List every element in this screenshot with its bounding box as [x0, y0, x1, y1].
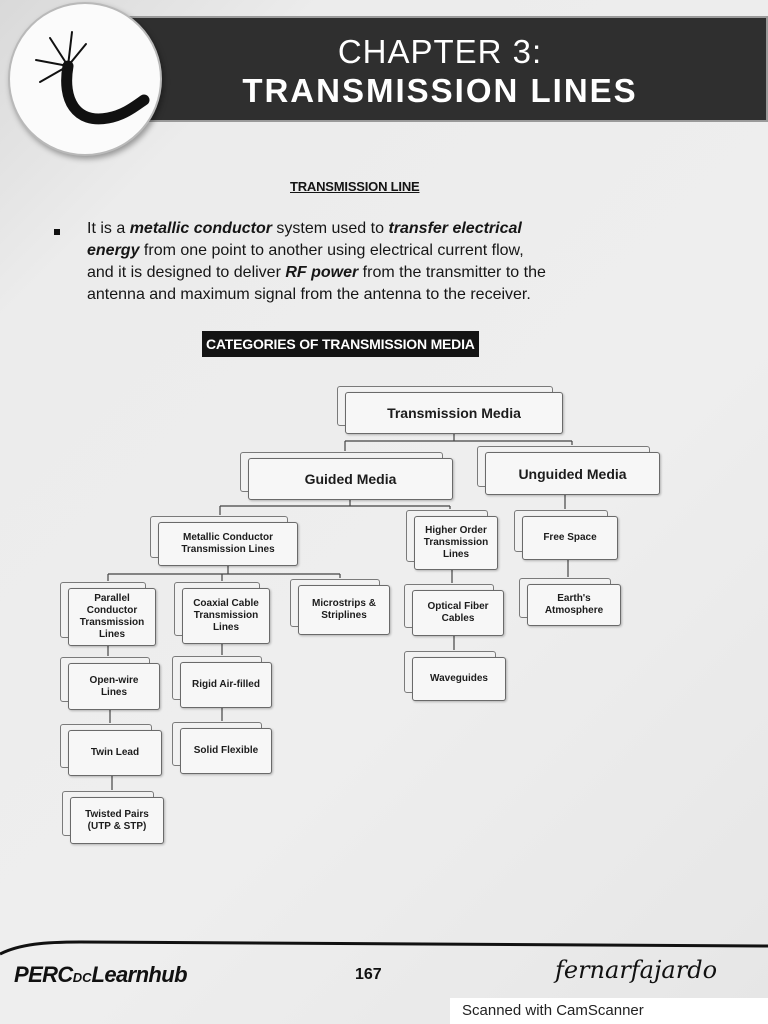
text-segment: system used to [271, 220, 389, 237]
text-segment: from one point to another using electrical current flow, [139, 242, 524, 259]
node-solid-flexible [180, 728, 272, 774]
emphasis-text: RF power [285, 264, 359, 281]
section-heading: TRANSMISSION LINE [290, 179, 420, 194]
node-label: Twin Lead [90, 747, 140, 758]
categories-heading: CATEGORIES OF TRANSMISSION MEDIA [202, 331, 479, 357]
scanner-watermark [450, 998, 768, 1024]
chapter-number: CHAPTER 3: [337, 33, 543, 70]
node-label: Open-wire Lines [89, 674, 139, 698]
node-label: Higher Order Transmission Lines [423, 525, 489, 560]
node-optical-fiber [412, 590, 504, 636]
node-label: Metallic Conductor Transmission Lines [181, 532, 275, 555]
node-free-space [522, 516, 618, 560]
node-guided-media [248, 458, 453, 500]
author-signature: fernarfajardo [555, 956, 718, 984]
text-segment: and it is designed to deliver [87, 264, 286, 281]
node-label: Optical Fiber Cables [427, 601, 489, 624]
node-rigid-air-filled [180, 662, 272, 708]
node-coaxial-cable [182, 588, 270, 644]
text-segment: antenna and maximum signal from the antenna to the receiver. [87, 286, 531, 303]
node-waveguides [412, 657, 506, 701]
emphasis-text: transfer electrical [388, 220, 522, 237]
node-label: Solid Flexible [193, 745, 259, 756]
node-label: Coaxial Cable Transmission Lines [193, 598, 259, 633]
brand-tail: Learnhub [91, 962, 187, 987]
text-segment: It is a [87, 220, 130, 237]
emphasis-text: energy [87, 242, 140, 259]
node-label: Free Space [543, 532, 597, 543]
node-twin-lead [68, 730, 162, 776]
node-label: Earth's Atmosphere [544, 593, 604, 616]
brand-small: DC [72, 970, 92, 985]
chapter-title: TRANSMISSION LINES [242, 72, 638, 109]
node-label: Guided Media [304, 471, 397, 487]
node-metallic-conductor [158, 522, 298, 566]
node-label: Microstrips & Striplines [312, 598, 376, 621]
node-twisted-pairs [70, 797, 164, 844]
node-label: Twisted Pairs (UTP & STP) [85, 808, 149, 832]
node-parallel-conductor [68, 588, 156, 646]
text-segment: from the transmitter to the [358, 264, 546, 281]
node-transmission-media [345, 392, 563, 434]
brand-main: PERC [14, 962, 73, 987]
publisher-brand [14, 962, 187, 988]
emphasis-text: metallic conductor [129, 220, 272, 237]
page-number: 167 [355, 966, 382, 983]
node-label: Rigid Air-filled [192, 679, 260, 690]
node-label: Transmission Media [387, 405, 521, 421]
node-unguided-media [485, 452, 660, 495]
node-open-wire [68, 663, 160, 710]
node-label: Parallel Conductor Transmission Lines [79, 593, 145, 640]
node-higher-order [414, 516, 498, 570]
watermark-text: Scanned with CamScanner [462, 1002, 644, 1019]
node-label: Unguided Media [518, 465, 627, 482]
node-label: Waveguides [430, 673, 488, 684]
node-earths-atmosphere [527, 584, 621, 626]
node-microstrips [298, 585, 390, 635]
